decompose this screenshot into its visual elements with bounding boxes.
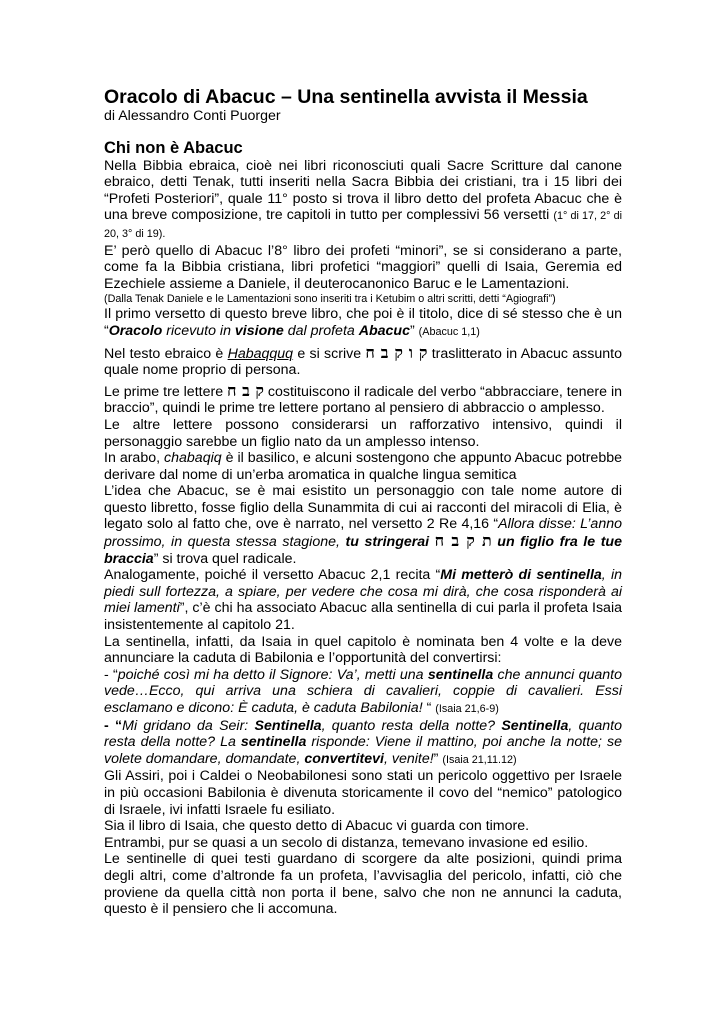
emphasis-oracolo: Oracolo	[108, 322, 163, 339]
text-run: dal profeta	[283, 322, 359, 339]
text-run: ”	[409, 322, 419, 339]
text-run: costituiscono il radicale del verbo “abbracciare, tenere in braccio”, quindi le prime tre lettere portano al pensiero di abbraccio o amplesso.	[104, 383, 622, 417]
text-run: poiché così mi ha detto il Signore: Va’, metti una	[117, 666, 428, 683]
document-title: Oracolo di Abacuc – Una sentinella avvista il Messia	[104, 86, 588, 108]
text-run: , quanto resta della notte?	[321, 717, 502, 734]
section-title: Chi non è Abacuc	[104, 138, 243, 157]
paragraph-text: Nella Bibbia ebraica, cioè nei libri riconosciuti quali Sacre Scritture dal canone ebraico, detti Tenak, tutti inseriti nella Sacra Bibbia dei cristiani, tra i 15 libri dei “Profeti Posteriori”, quale 11° posto si trova il libro detto del profeta Abacuc che è una breve composizione, tre capitoli in tutto per complessivi 56 versetti	[104, 157, 622, 224]
tenak-note: (Dalla Tenak Daniele e le Lamentazioni sono inseriti tra i Ketubim o altri scritti, detti “Agiografi”)	[104, 293, 556, 306]
text-run: Analogamente, poiché il versetto Abacuc 2,1 recita “	[104, 567, 441, 584]
text-run: Nel testo ebraico è	[104, 345, 228, 362]
paragraph-minor-prophets: E’ però quello di Abacuc l’8° libro dei profeti “minori”, se si considerano a parte, come fa la Bibbia cristiana, libri profetici “maggiori” quelli di Isaia, Geremia ed Ezechiele assieme a Daniele, il deuterocanonico Baruc e le Lamentazioni.	[104, 242, 622, 292]
paragraph-sentinel	[104, 567, 622, 633]
paragraph-sunammite	[104, 483, 622, 567]
text-run: - “	[104, 717, 123, 734]
paragraph-sentinels: Le sentinelle di quei testi guardano di scorgere da alte posizioni, quindi prima degli altri, come d’altronde fa un profeta, l’avvisaglia del pericolo, infatti, ciò che proviene da quella città non porta il bene, salvo che non ne annunci la caduta, questo è il pensiero che li accomuna.	[104, 851, 622, 918]
text-run: Le prime tre lettere	[104, 383, 228, 400]
hebrew-radical: ק ב ח	[227, 380, 264, 400]
paragraph-arabic	[104, 450, 622, 483]
quote-bold: convertitevi	[304, 750, 384, 767]
emphasis-abacuc: Abacuc	[358, 322, 410, 339]
quote-bold: Sentinella	[501, 717, 569, 734]
verse-reference: (Isaia 21,6-9)	[435, 703, 499, 715]
text-run: ” si trova quel radicale.	[153, 550, 297, 567]
paragraph-fear: Sia il libro di Isaia, che questo detto di Abacuc vi guarda con timore.	[104, 818, 530, 835]
quote-bold: tu stringerai	[345, 534, 430, 551]
text-run: ricevuto in	[162, 322, 235, 339]
quote-bold: sentinella	[240, 734, 307, 751]
text-run: e si scrive	[293, 345, 366, 362]
hebrew-verb: ת ק ב ח	[434, 531, 492, 551]
text-run: , quanto resta della notte? La	[104, 717, 623, 751]
arabic-word: chabaqiq	[164, 450, 222, 467]
quote-bold: un figlio fra le tue braccia	[104, 534, 622, 567]
paragraph-canon	[104, 158, 622, 243]
text-run: “	[422, 700, 436, 716]
verse-count-note: (1° di 17, 2° di 20, 3° di 19).	[104, 210, 622, 240]
quote-bold: Mi metterò di sentinella	[440, 567, 602, 584]
text-run: , venite!	[383, 750, 434, 767]
text-run: che annunci quanto vede…Ecco, qui arriva una schiera di cavalieri, coppie di cavalieri. Essi esclamano e dicono: È caduta, è caduta Babilonia!	[104, 666, 622, 716]
verse-reference: (Isaia 21,11.12)	[442, 753, 517, 766]
text-run: Il primo versetto di questo breve libro, che poi è il titolo, dice di sé stesso che è un “	[104, 306, 622, 339]
paragraph-hebrew-name	[104, 342, 622, 379]
text-run: Mi gridano da Seir:	[122, 717, 255, 734]
text-run: In arabo,	[104, 450, 165, 467]
text-run: L’idea che Abacuc, se è mai esistito un personaggio con tale nome autore di questo libretto, fosse figlio della Sunammita di cui ai racconti del miracoli di Elia, è legato solo al fatto che, ove è narrato, nel versetto 2 Re 4,16 “	[104, 483, 622, 533]
quote-isaiah-21-11	[104, 718, 622, 769]
quote-isaiah-21-6	[104, 667, 622, 718]
paragraph-intensive: Le altre lettere possono considerarsi un rafforzativo intensivo, quindi il personaggio sarebbe un figlio nato da un amplesso intenso.	[104, 416, 622, 450]
text-run: traslitterato in Abacuc assunto quale nome proprio di persona.	[104, 345, 622, 379]
verse-reference: (Abacuc 1,1)	[418, 325, 480, 338]
hebrew-name: ק ו ק ב ח	[365, 342, 428, 362]
text-run: ”	[433, 750, 443, 767]
quote-bold: sentinella	[427, 666, 494, 683]
paragraph-radical	[104, 380, 622, 417]
emphasis-visione: visione	[234, 322, 284, 339]
text-run: risponde: Viene il mattino, poi anche la notte; se volete domandare, domandate,	[104, 734, 622, 767]
paragraph-assyrians: Gli Assiri, poi i Caldei o Neobabilonesi sono stati un pericolo oggettivo per Israele in più occasioni Babilonia è divenuta storicamente il covo del “nemico” patologico di Israele, ivi infatti Israele fu esiliato.	[104, 768, 622, 818]
text-run: è il basilico, e alcuni sostengono che appunto Abacuc potrebbe derivare dal nome di un’erba aromatica in qualche lingua semitica	[104, 450, 622, 483]
paragraph-exile: Entrambi, pur se quasi a un secolo di distanza, temevano invasione ed esilio.	[104, 834, 589, 851]
transliteration: Habaqquq	[227, 345, 294, 362]
author-line: di Alessandro Conti Puorger	[104, 108, 281, 124]
quote-abacuc-2-1: , in piedi sull fortezza, a spiare, per vedere che cosa mi dirà, che cosa risponderà ai miei lamenti	[104, 567, 622, 617]
quote-bold: Sentinella	[254, 717, 322, 734]
paragraph-first-verse	[104, 306, 622, 340]
text-run: - “	[104, 666, 118, 683]
text-run: ”, c’è chi ha associato Abacuc alla sentinella di cui parla il profeta Isaia insistentemente al capitolo 21.	[104, 600, 622, 634]
paragraph-isaiah: La sentinella, infatti, da Isaia in quel capitolo è nominata ben 4 volte e la deve annunciare la caduta di Babilonia e l’opportunità del convertirsi:	[104, 633, 622, 667]
quote-2re: Allora disse: L’anno prossimo, in questa stessa stagione,	[104, 516, 622, 551]
document-page	[104, 86, 622, 918]
